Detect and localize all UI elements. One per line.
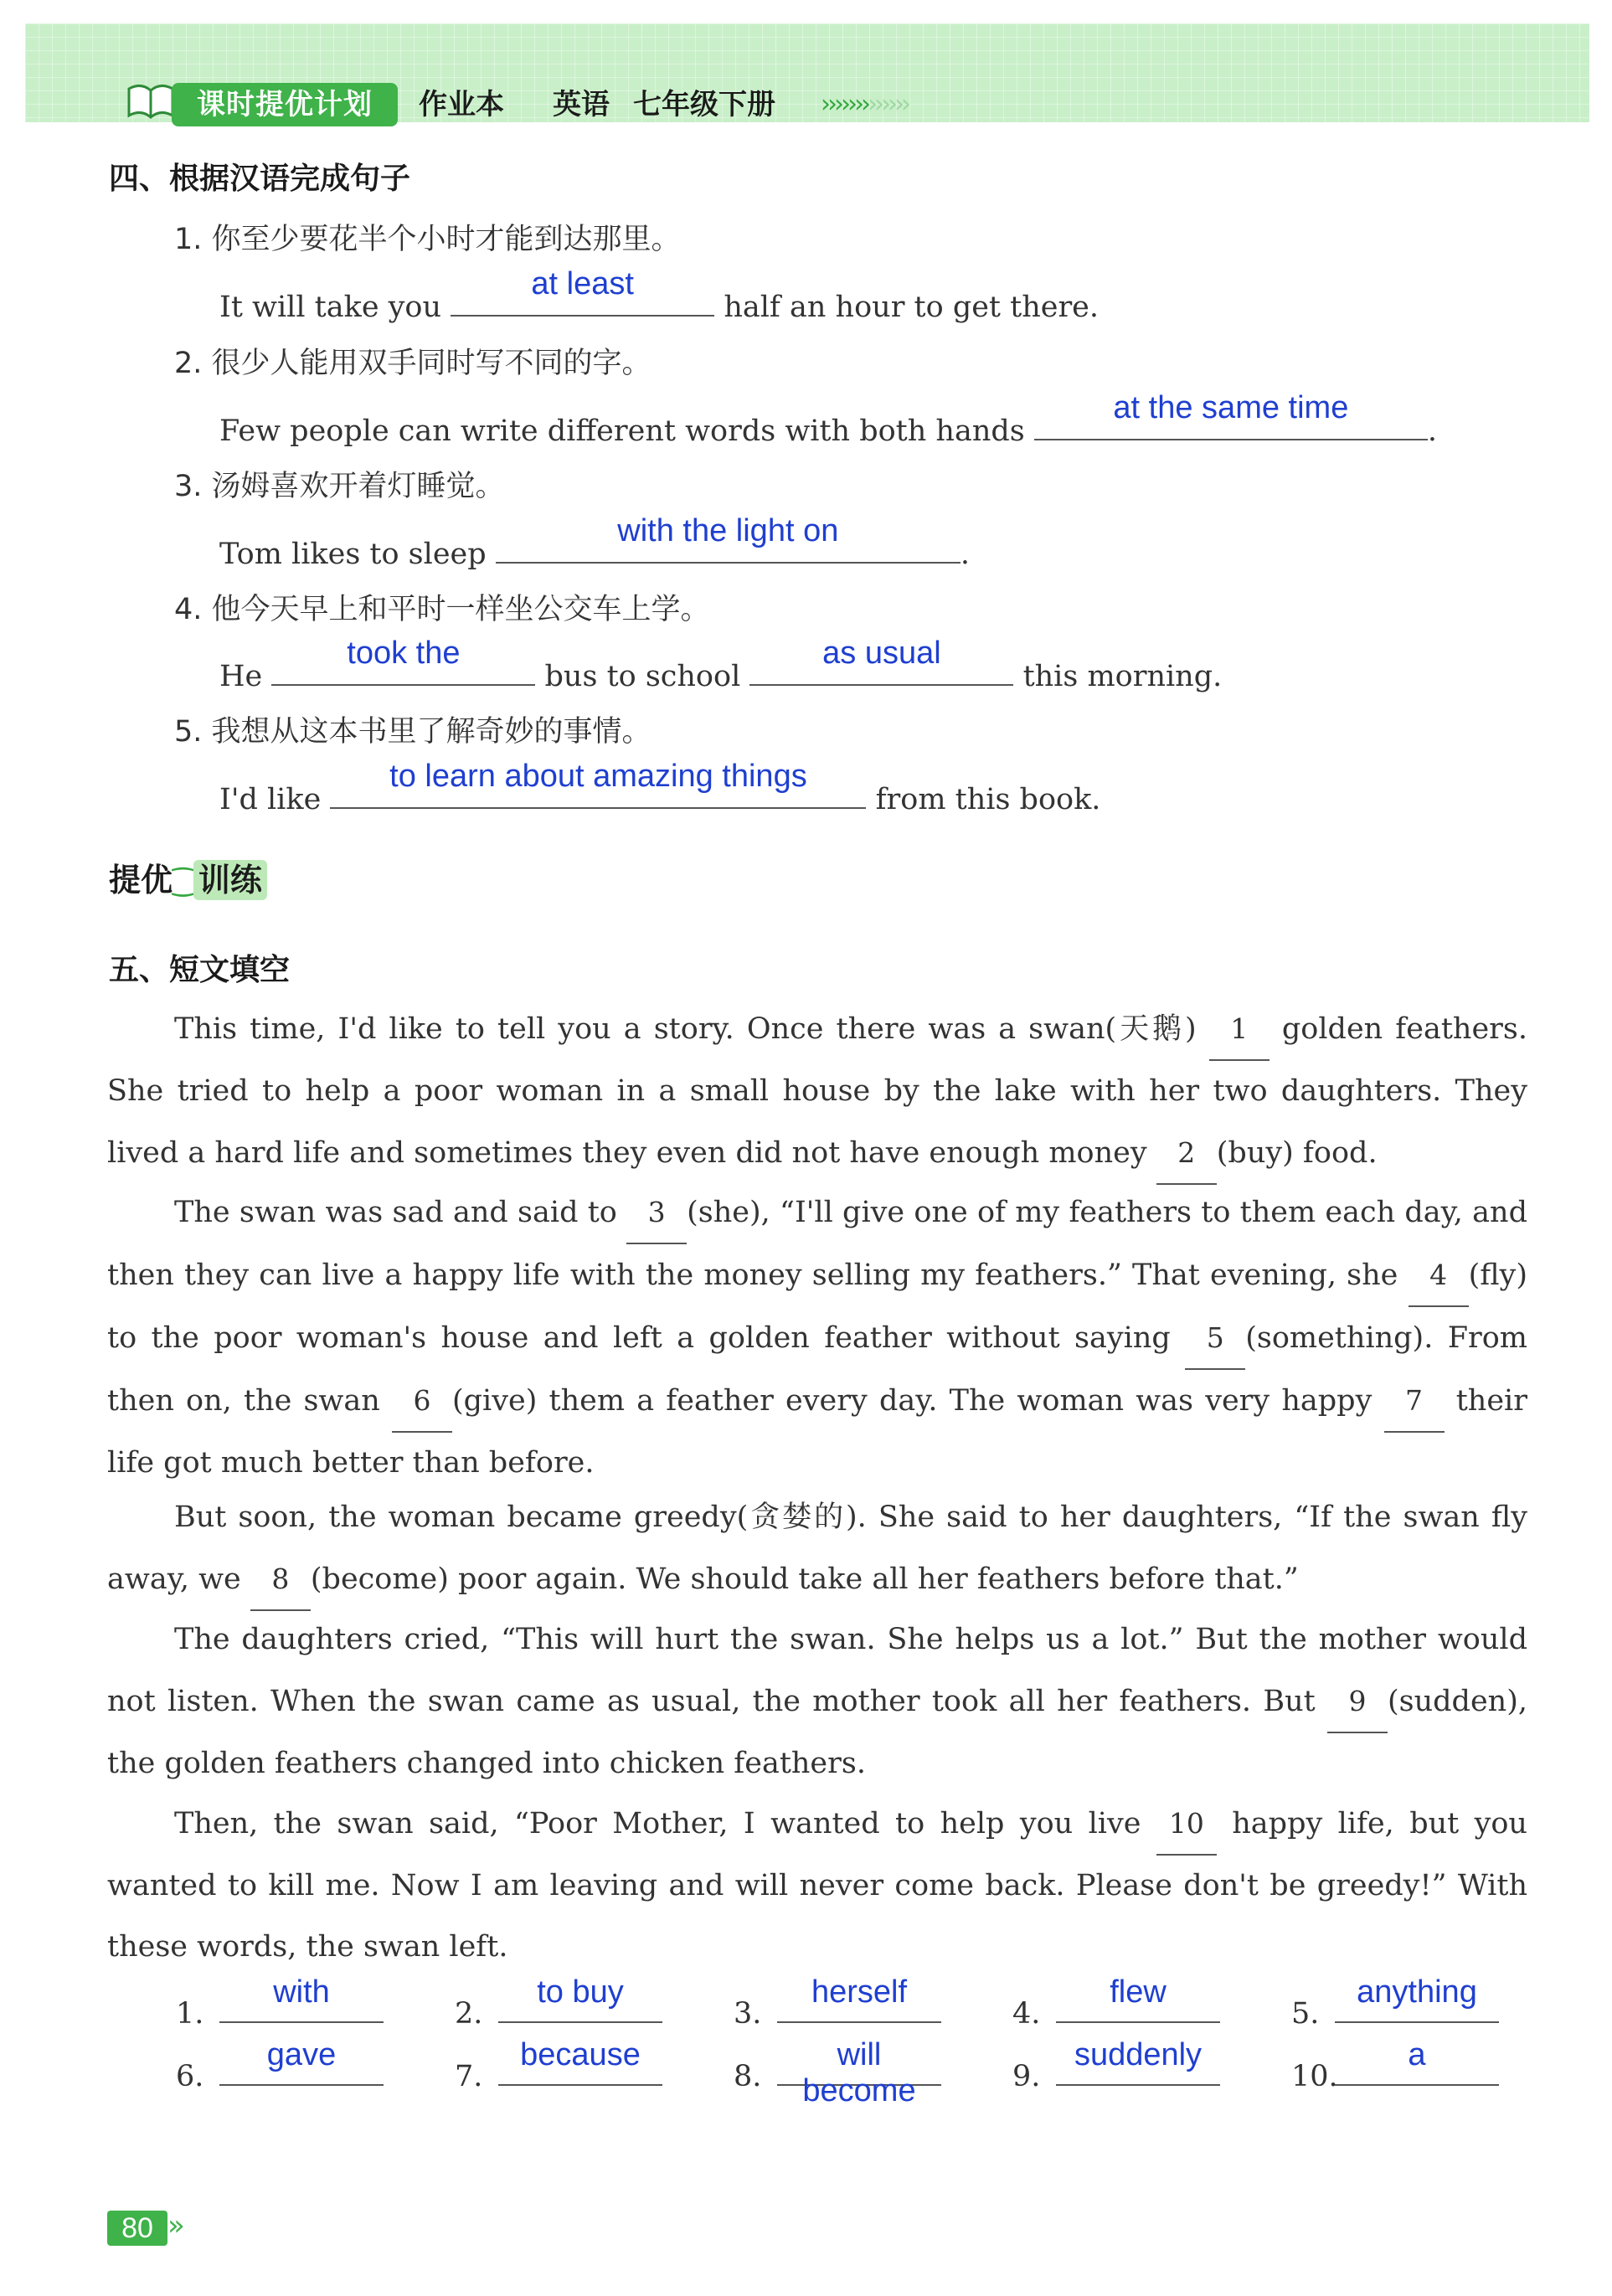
answer-blank[interactable]: to buy bbox=[498, 1985, 662, 2023]
passage-paragraph-3: But soon, the woman became greedy(贪婪的). She said to her daughters, “If the swan fly away, we 8 (become) poor again. We should take all her feathers before that.” bbox=[107, 1487, 1527, 1611]
answer-blank[interactable]: took the bbox=[271, 647, 535, 686]
subject: 英语 bbox=[553, 88, 610, 121]
answer-row-5: 5. anything bbox=[1291, 1985, 1499, 2031]
answer-blank[interactable]: suddenly bbox=[1056, 2047, 1220, 2086]
answer-row-2: 2. to buy bbox=[455, 1985, 662, 2031]
answer-blank[interactable]: as usual bbox=[749, 647, 1013, 686]
blank-2: 2 bbox=[1156, 1122, 1217, 1185]
answer-row-1: 1. with bbox=[176, 1985, 384, 2031]
answer-row-8: 8. will become bbox=[734, 2047, 941, 2093]
chevron-decoration-icon: ››››››››››››› bbox=[821, 90, 908, 119]
tag-squiggle-icon: ⁐ bbox=[173, 868, 193, 898]
passage-paragraph-5: Then, the swan said, “Poor Mother, I wanted to help you live 10 happy life, but you wanted to kill me. Now I am leaving and will never come back. Please don't be greedy!” With these words, the swan left. bbox=[107, 1793, 1527, 1978]
s4-item3-cn: 3. 汤姆喜欢开着灯睡觉。 bbox=[174, 470, 505, 503]
blank-1: 1 bbox=[1209, 998, 1270, 1061]
answer-blank[interactable]: at the same time bbox=[1034, 402, 1428, 440]
section-tag: 提优⁐ 训练 bbox=[109, 854, 267, 900]
blank-9: 9 bbox=[1327, 1671, 1388, 1733]
answer-blank[interactable]: will become bbox=[777, 2047, 941, 2086]
answer-blank[interactable]: at least bbox=[451, 278, 714, 317]
grade: 七年级下册 bbox=[633, 88, 775, 121]
s4-item2-en: Few people can write different words with both hands at the same time . bbox=[219, 390, 1438, 448]
blank-6: 6 bbox=[392, 1370, 452, 1433]
book-type: 作业本 bbox=[419, 88, 504, 121]
blank-5: 5 bbox=[1185, 1307, 1245, 1370]
answer-blank[interactable]: to learn about amazing things bbox=[330, 770, 866, 809]
s4-item4-en: He took the bus to school as usual this morning. bbox=[219, 636, 1223, 693]
answer-row-10: 10. a bbox=[1291, 2047, 1499, 2093]
answer-row-4: 4. flew bbox=[1012, 1985, 1220, 2031]
s4-item2-cn: 2. 很少人能用双手同时写不同的字。 bbox=[174, 347, 651, 380]
answer-blank[interactable]: gave bbox=[219, 2047, 384, 2086]
passage-paragraph-1: This time, I'd like to tell you a story. Once there was a swan(天鹅) 1 golden feathers. She tried to help a poor woman in a small house by the lake with her two daughters. They lived a hard life and sometimes they even did not have enough money 2 (buy) food. bbox=[107, 998, 1527, 1185]
s4-item5-en: I'd like to learn about amazing things from this book. bbox=[219, 759, 1101, 816]
s4-item5-cn: 5. 我想从这本书里了解奇妙的事情。 bbox=[174, 715, 651, 749]
answer-blank[interactable]: a bbox=[1335, 2047, 1499, 2086]
section5-title: 五、短文填空 bbox=[109, 953, 291, 987]
answer-row-6: 6. gave bbox=[176, 2047, 384, 2093]
answer-blank[interactable]: because bbox=[498, 2047, 662, 2086]
blank-3: 3 bbox=[626, 1181, 687, 1244]
blank-10: 10 bbox=[1156, 1793, 1217, 1856]
blank-4: 4 bbox=[1409, 1244, 1469, 1307]
s4-item1-en: It will take you at least half an hour to get there. bbox=[219, 266, 1100, 324]
answer-blank[interactable]: herself bbox=[777, 1985, 941, 2023]
open-book-icon bbox=[126, 75, 176, 126]
answer-row-9: 9. suddenly bbox=[1012, 2047, 1220, 2093]
answer-blank[interactable]: anything bbox=[1335, 1985, 1499, 2023]
passage-paragraph-2: The swan was sad and said to 3 (she), “I'll give one of my feathers to them each day, and then they can live a happy life with the money selling my feathers.” That evening, she 4 (fly) to the poor woman's house and left a golden feather without saying 5 (something). From then on, the swan 6 (give) them a feather every day. The woman was very happy 7 their life got much better than before. bbox=[107, 1181, 1527, 1494]
answer-blank[interactable]: with the light on bbox=[496, 525, 961, 564]
answer-blank[interactable]: with bbox=[219, 1985, 384, 2023]
brand-label: 课时提优计划 bbox=[172, 83, 398, 126]
blank-7: 7 bbox=[1384, 1370, 1445, 1433]
s4-item3-en: Tom likes to sleep with the light on . bbox=[219, 513, 970, 571]
page-chevron-icon: » bbox=[167, 2209, 185, 2242]
s4-item1-cn: 1. 你至少要花半个小时才能到达那里。 bbox=[174, 223, 681, 256]
answer-row-3: 3. herself bbox=[734, 1985, 941, 2031]
answer-row-7: 7. because bbox=[455, 2047, 662, 2093]
blank-8: 8 bbox=[250, 1548, 311, 1611]
answer-blank[interactable]: flew bbox=[1056, 1985, 1220, 2023]
s4-item4-cn: 4. 他今天早上和平时一样坐公交车上学。 bbox=[174, 593, 710, 626]
passage-paragraph-4: The daughters cried, “This will hurt the swan. She helps us a lot.” But the mother would not listen. When the swan came as usual, the mother took all her feathers. But 9 (sudden), the golden feathers changed into chicken feathers. bbox=[107, 1623, 1527, 1780]
page-number: 80 bbox=[107, 2211, 167, 2246]
section4-title: 四、根据汉语完成句子 bbox=[109, 162, 411, 196]
